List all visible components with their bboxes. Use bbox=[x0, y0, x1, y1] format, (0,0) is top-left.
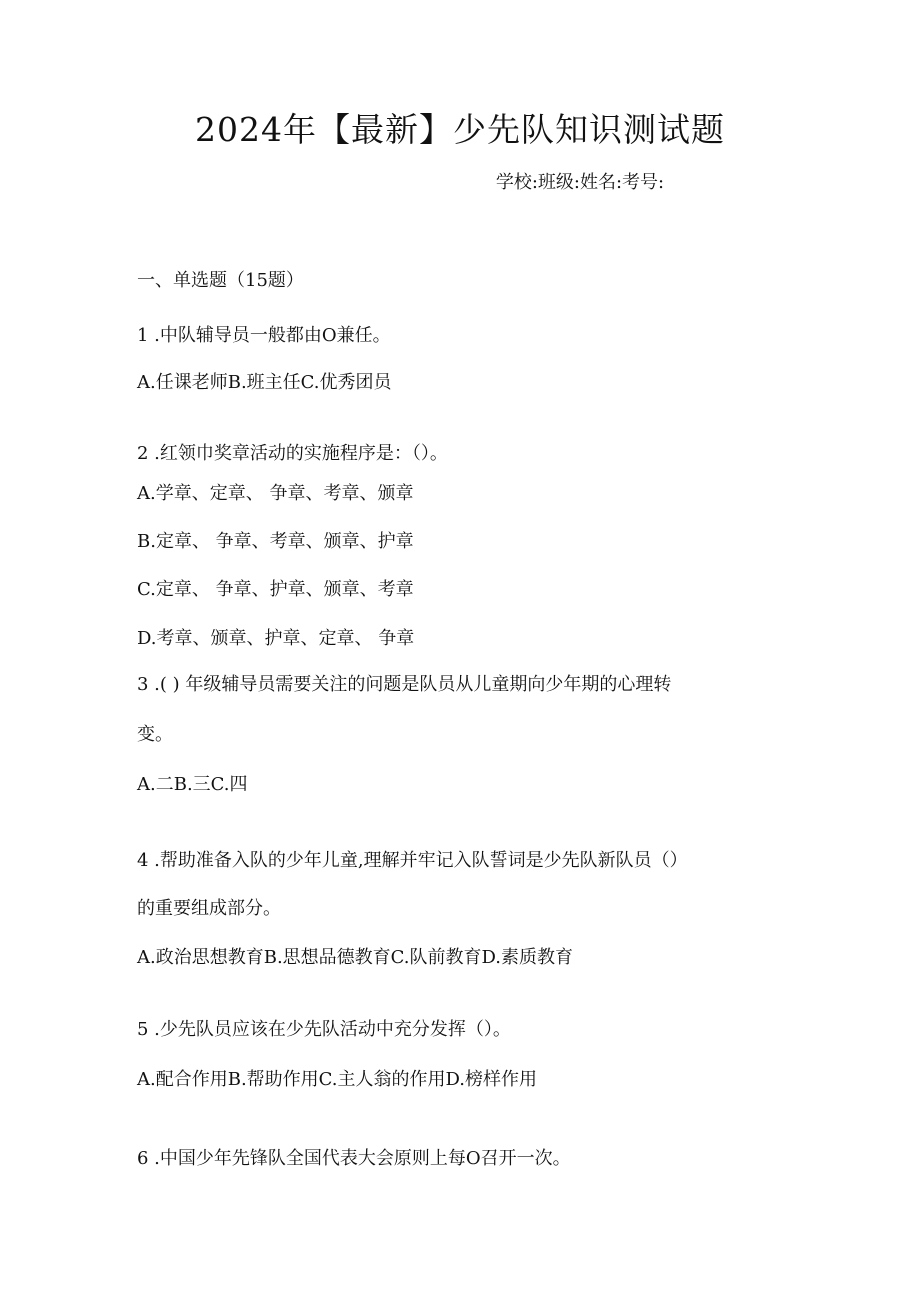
student-info-line: 学校:班级:姓名:考号: bbox=[495, 172, 665, 193]
question-2-option-a: A.学章、定章、 争章、考章、颁章 bbox=[137, 483, 414, 504]
question-4-stem: 4 .帮助准备入队的少年儿童,理解并牢记入队誓词是少先队新队员（） bbox=[137, 850, 688, 871]
question-4-stem-continued: 的重要组成部分。 bbox=[137, 898, 281, 919]
question-3-stem: 3 .( ) 年级辅导员需要关注的问题是队员从儿童期向少年期的心理转 bbox=[137, 674, 672, 695]
question-2-option-d: D.考章、颁章、护章、定章、 争章 bbox=[137, 628, 415, 649]
section-heading: 一、单选题（15题） bbox=[137, 270, 304, 291]
page-title: 2024年【最新】少先队知识测试题 bbox=[195, 110, 725, 149]
question-1-stem: 1 .中队辅导员一般都由O兼任。 bbox=[137, 325, 391, 346]
question-4-options: A.政治思想教育B.思想品德教育C.队前教育D.素质教育 bbox=[137, 947, 574, 968]
question-2-stem: 2 .红领巾奖章活动的实施程序是：（）。 bbox=[137, 443, 448, 464]
question-6-stem: 6 .中国少年先锋队全国代表大会原则上每O召开一次。 bbox=[137, 1148, 571, 1169]
question-5-options: A.配合作用B.帮助作用C.主人翁的作用D.榜样作用 bbox=[137, 1069, 538, 1090]
question-2-option-c: C.定章、 争章、护章、颁章、考章 bbox=[137, 579, 414, 600]
question-3-stem-continued: 变。 bbox=[137, 724, 173, 745]
question-2-option-b: B.定章、 争章、考章、颁章、护章 bbox=[137, 531, 414, 552]
question-1-options: A.任课老师B.班主任C.优秀团员 bbox=[137, 372, 392, 393]
question-5-stem: 5 .少先队员应该在少先队活动中充分发挥（）。 bbox=[137, 1019, 511, 1040]
question-3-options: A.二B.三C.四 bbox=[137, 774, 248, 795]
